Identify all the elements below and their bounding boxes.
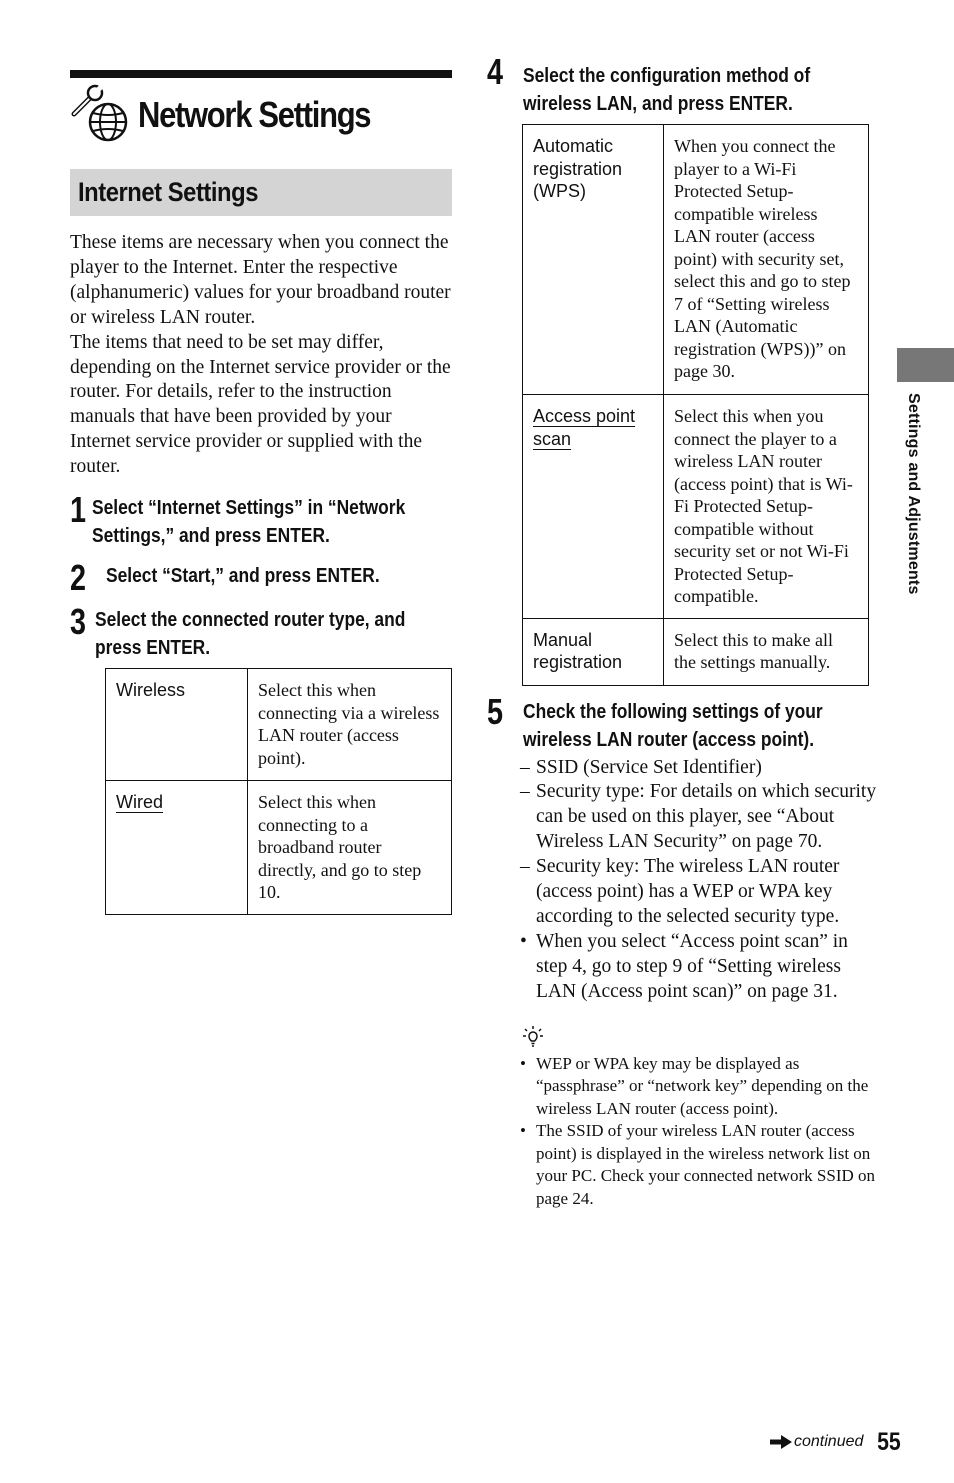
option-key: Access point scan bbox=[523, 395, 664, 619]
wrench-globe-icon bbox=[70, 84, 132, 146]
list-item: • The SSID of your wireless LAN router (access point) is displayed in the wireless network list on your PC. Check your connected network SSID on page 24. bbox=[520, 1121, 876, 1208]
right-column bbox=[487, 51, 877, 1210]
step-number: 2 bbox=[70, 557, 87, 599]
step-3 bbox=[70, 601, 452, 662]
hint-header bbox=[522, 1025, 877, 1049]
table-row bbox=[523, 618, 869, 685]
config-method-table bbox=[522, 124, 869, 686]
step-number: 3 bbox=[70, 601, 87, 643]
step-5 bbox=[487, 690, 877, 754]
section-heading-bar bbox=[70, 169, 452, 216]
option-key: Automatic registration (WPS) bbox=[523, 125, 664, 395]
page-number: 55 bbox=[877, 1427, 902, 1456]
step-4 bbox=[487, 51, 877, 118]
router-type-table bbox=[105, 668, 452, 915]
page-title: Network Settings bbox=[138, 94, 371, 135]
list-item: • WEP or WPA key may be displayed as “passphrase” or “network key” depending on the wireless LAN router (access point). bbox=[520, 1053, 869, 1118]
chapter-tab-marker bbox=[897, 348, 954, 382]
step-number: 1 bbox=[70, 489, 87, 531]
step-number: 5 bbox=[487, 690, 504, 732]
option-description: Select this when connecting via a wireless LAN router (access point). bbox=[248, 669, 452, 781]
table-row bbox=[106, 669, 452, 781]
step-number: 4 bbox=[487, 51, 504, 92]
option-description: Select this when you connect the player to a wireless LAN router (access point) that is Wi-Fi Protected Setup-compatible without security set or not Wi-Fi Protected Setup-compatible. bbox=[664, 395, 869, 619]
intro-paragraph: These items are necessary when you connect the player to the Internet. Enter the respective (alphanumeric) values for your broadband router or wireless LAN router. bbox=[70, 232, 451, 328]
intro-paragraph: The items that need to be set may differ, depending on the Internet service provider or the router. For details, refer to the instruction manuals that have been provided by your Internet service provider or supplied with the router. bbox=[70, 331, 451, 478]
left-column bbox=[70, 70, 452, 915]
step-instruction: Select “Internet Settings” in “Network Settings,” and press ENTER. bbox=[91, 497, 406, 548]
title-rule bbox=[70, 70, 452, 78]
option-key: Wireless bbox=[106, 669, 248, 781]
step-instruction: Select the connected router type, and press ENTER. bbox=[95, 609, 406, 660]
list-item: – Security type: For details on which security can be used on this player, see “About Wireless LAN Security” on page 70. bbox=[520, 781, 877, 853]
section-heading: Internet Settings bbox=[78, 177, 258, 207]
page-header bbox=[70, 84, 452, 146]
list-item: – SSID (Service Set Identifier) bbox=[520, 756, 762, 778]
step-instruction: Select “Start,” and press ENTER. bbox=[106, 565, 380, 588]
option-key: Manual registration bbox=[523, 618, 664, 685]
table-row bbox=[523, 395, 869, 619]
option-description: When you connect the player to a Wi-Fi Protected Setup-compatible wireless LAN router (access point) with security set, select this and go to step 7 of “Setting wireless LAN (Automatic registration (WPS))” on page 30. bbox=[664, 125, 869, 395]
page-footer bbox=[770, 1425, 910, 1459]
continued-label: continued bbox=[794, 1433, 864, 1450]
list-item: – Security key: The wireless LAN router (access point) has a WEP or WPA key according to the selected security type. bbox=[520, 856, 840, 927]
option-description: Select this to make all the settings manually. bbox=[664, 618, 869, 685]
step-instruction: Select the configuration method of wireless LAN, and press ENTER. bbox=[523, 65, 811, 115]
table-row bbox=[523, 125, 869, 395]
chapter-tab-label: Settings and Adjustments bbox=[905, 393, 922, 595]
option-key: Wired bbox=[106, 781, 248, 915]
right-arrow-icon bbox=[770, 1435, 792, 1449]
hint-list bbox=[487, 1053, 877, 1211]
list-item: • When you select “Access point scan” in step 4, go to step 9 of “Setting wireless LAN (Access point scan)” on page 31. bbox=[520, 930, 848, 1002]
step-1 bbox=[70, 489, 452, 550]
lightbulb-hint-icon bbox=[522, 1025, 544, 1049]
settings-checklist bbox=[487, 756, 877, 1005]
step-instruction: Check the following settings of your wireless LAN router (access point). bbox=[523, 700, 823, 751]
intro-text bbox=[70, 231, 452, 480]
table-row bbox=[106, 781, 452, 915]
step-2 bbox=[70, 557, 452, 599]
option-description: Select this when connecting to a broadband router directly, and go to step 10. bbox=[248, 781, 452, 915]
